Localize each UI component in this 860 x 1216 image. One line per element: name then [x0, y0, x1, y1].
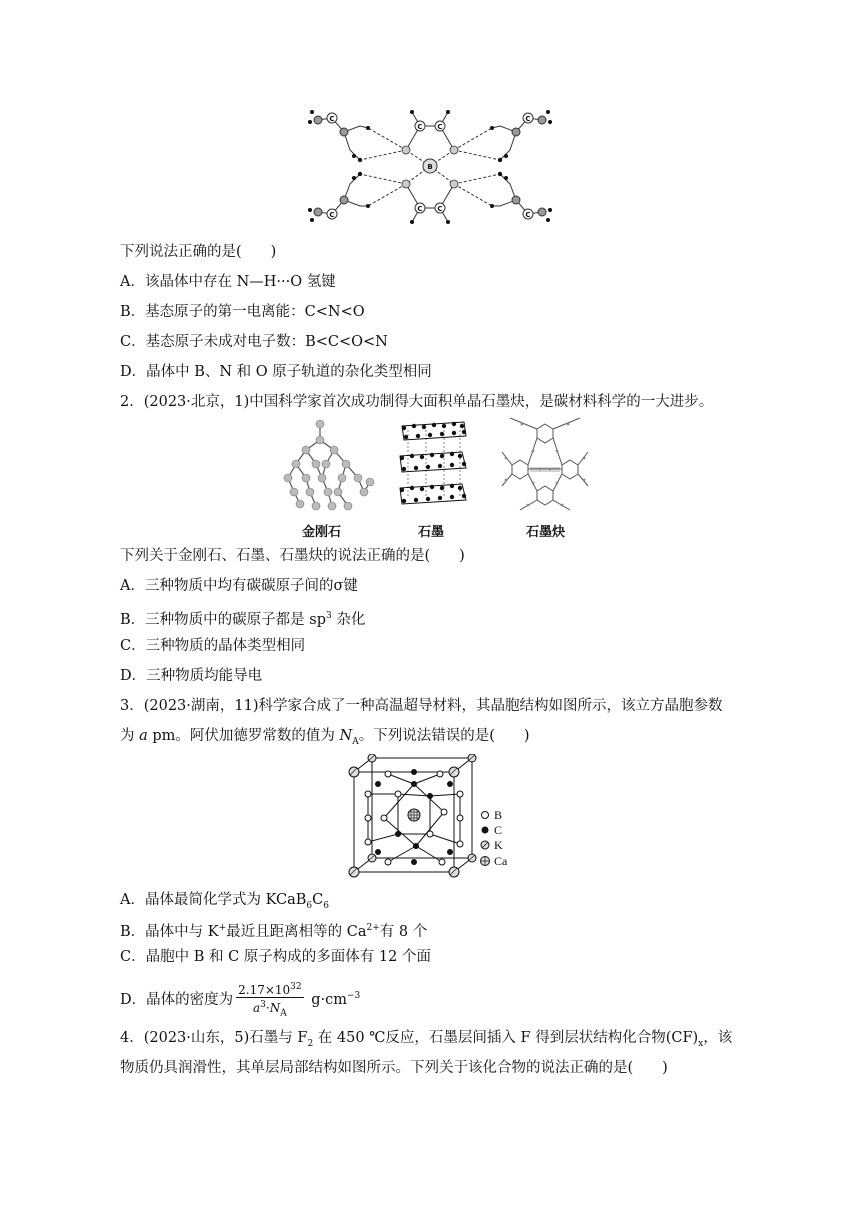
figure-atom-label: C: [525, 211, 531, 219]
figure-atom-label: C: [329, 115, 335, 123]
caption-graphite: 石墨: [418, 525, 445, 540]
figure-atom-label: B: [427, 163, 433, 171]
q1-prompt: 下列说法正确的是( ): [120, 244, 277, 260]
figure-atom-label: C: [525, 115, 531, 123]
q1-option-c: C．基态原子未成对电子数：B<C<O<N: [120, 334, 388, 350]
density-fraction: $\frac{2.17\times 10^{32}}{a^3\cdot N_A}$: [238, 981, 302, 1019]
q2-option-d: D．三种物质均能导电: [120, 668, 263, 684]
figure-atom-label: C: [437, 205, 443, 213]
q2-option-b: B．三种物质中的碳原子都是 $sp^3$ 杂化: [120, 611, 366, 628]
q1-option-d: D．晶体中 B、N 和 O 原子轨道的杂化类型相同: [120, 364, 432, 380]
legend-c: C: [494, 823, 503, 837]
figure-atom-label: C: [437, 123, 443, 131]
q4-stem-line1: 4．(2023·山东，5)石墨与 $F_2$ 在 450 ℃反应，石墨层间插入 F 得到层状结构化合物$(CF)_x$，该: [120, 1030, 733, 1049]
q3-option-a: A．晶体最简化学式为 $KCaB_6C_6$: [120, 892, 329, 911]
q4-stem-line2: 物质仍具润滑性，其单层局部结构如图所示。下列关于该化合物的说法正确的是( ): [120, 1060, 668, 1076]
graphite-structure-figure: [396, 418, 470, 510]
figure-atom-label: C: [417, 123, 423, 131]
legend-b: B: [494, 808, 503, 822]
caption-diamond: 金刚石: [302, 525, 342, 540]
caption-graphyne: 石墨炔: [526, 525, 566, 540]
q3-option-c: C．晶胞中 B 和 C 原子构成的多面体有 12 个面: [120, 949, 431, 965]
q1-crystal-figure: [300, 98, 560, 233]
figure-atom-label: C: [417, 205, 423, 213]
q2-stem: 2．(2023·北京，1)中国科学家首次成功制得大面积单晶石墨炔，是碳材料科学的一大进步。: [120, 394, 714, 410]
q1-option-a: A．该晶体中存在 N—H···O 氢键: [120, 274, 336, 290]
q3-stem-line2: 为 a pm。阿伏加德罗常数的值为 $N_A$。下列说法错误的是( ): [120, 728, 530, 747]
q3-option-b: B．晶体中与 K+最近且距离相等的 $Ca^{2+}$有 8 个: [120, 923, 428, 940]
graphyne-structure-figure: [500, 416, 590, 512]
q2-prompt: 下列关于金刚石、石墨、石墨炔的说法正确的是( ): [120, 548, 465, 564]
q2-option-a: A．三种物质中均有碳碳原子间的σ键: [120, 578, 358, 594]
q2-option-c: C．三种物质的晶体类型相同: [120, 638, 306, 654]
legend-k: K: [494, 838, 503, 852]
figure-atom-label: C: [329, 211, 335, 219]
unit-cell-figure: [348, 754, 480, 880]
unit-cell-legend: [478, 808, 492, 870]
legend-ca: Ca: [494, 854, 508, 868]
diamond-structure-figure: [272, 418, 382, 518]
q3-option-d: D．晶体的密度为 $\frac{2.17\times 10^{32}}{a^3\cdot N_A}$ $g\cdot cm^{-3}$: [120, 981, 361, 1019]
q3-stem-line1: 3．(2023·湖南，11)科学家合成了一种高温超导材料，其晶胞结构如图所示，该立方晶胞参数: [120, 698, 723, 714]
q1-option-b: B．基态原子的第一电离能：C<N<O: [120, 304, 365, 320]
